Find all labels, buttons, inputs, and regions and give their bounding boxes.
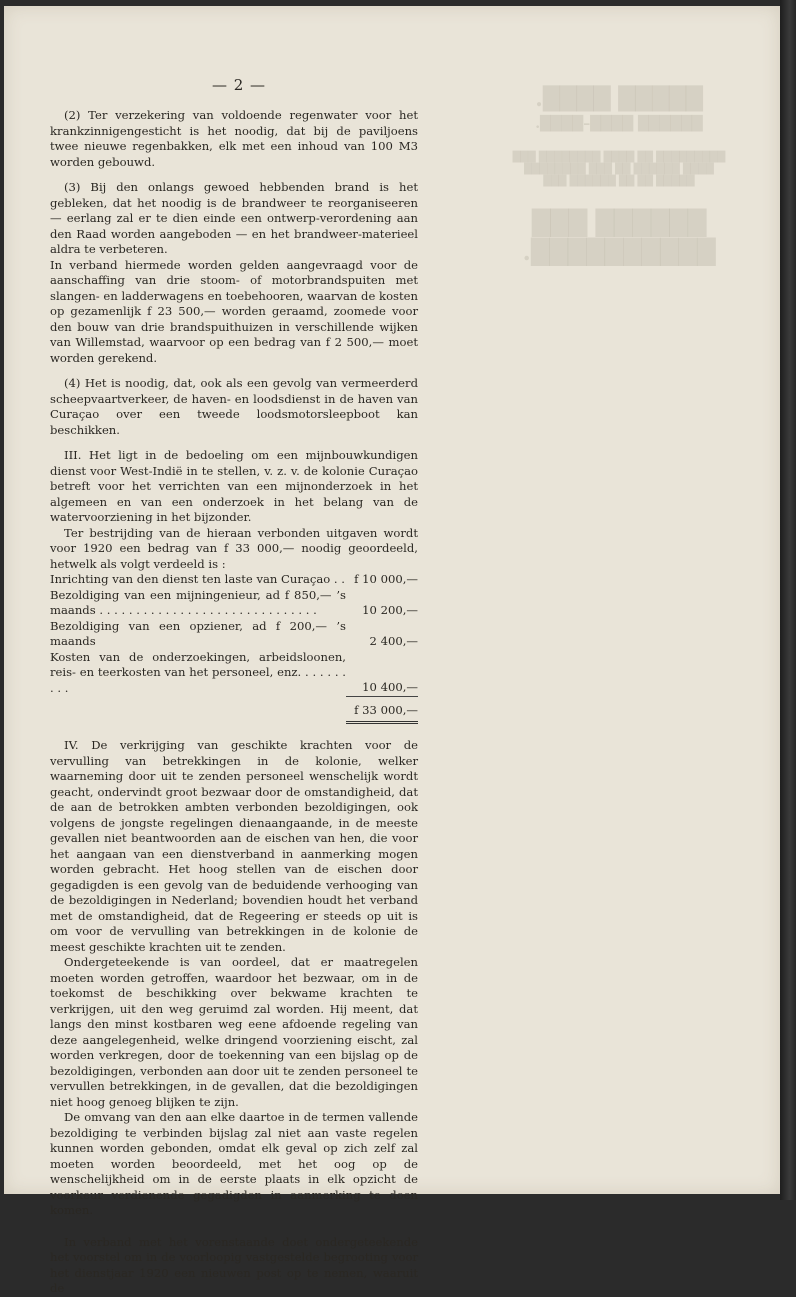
cost-amount: 10 400,— xyxy=(362,680,418,694)
paragraph-IV-third: De omvang van den aan elke daartoe in de termen vallende bezoldiging te verbinden bijslag zal niet aan vaste regelen kunnen worden gebonden, omdat elk geval op zich zelf zal moeten worden beoordeeld, met het oog op de wenschelijkheid om in de eerste plaats in elk opzicht de voorkeur verdienende gegadigden in aanmerking te doen komen. xyxy=(50,1110,418,1217)
cost-amount: 10 200,— xyxy=(362,603,418,617)
page-number: — 2 — xyxy=(211,76,267,94)
cost-label: Bezoldiging van een mijningenieur, ad f 850,— ’s maands . . . . . . . . . . . . . . . . . . . . . . . . . . . . . . xyxy=(50,587,346,617)
bleed-through-decoration: █████ ████. ██████ ████–████. █████████ ██ ████ ████████ ███ ████ ██████ ██ ███ ████████ █████ ██ ██ ██████ ███ ██████ ███ ██████████. xyxy=(512,86,726,266)
cost-amount: 2 400,— xyxy=(369,634,418,648)
paragraph-IV-second: Ondergeteekende is van oordeel, dat er maatregelen moeten worden getroffen, waardoor het bezwaar, om in de toekomst de beschikking over bekwame krachten te verkrijgen, uit den weg geruimd zal worden. Hij meent, dat langs den minst kostbaren weg eene afdoende regeling van deze aangelegenheid, welke dringend voorziening eischt, zal worden verkregen, door de toekenning van een bijslag op de bezoldigingen, verbonden aan door uit te zenden personeel te vervullen betrekkingen, in de gevallen, dat die bezoldigingen niet hoog genoeg blijken te zijn. xyxy=(50,955,418,1109)
book-spine xyxy=(780,0,796,1200)
cost-amount: f 10 000,— xyxy=(354,572,418,586)
main-text-column xyxy=(50,108,418,1297)
cost-label: Bezoldiging van een opziener, ad f 200,— ’s maands xyxy=(50,618,346,648)
paragraph-3: (3) Bij den onlangs gewoed hebbenden brand is het gebleken, dat het noodig is de brandweer te reorganiseeren — eerlang zal er te dien einde een ontwerp-verordening aan den Raad worden aangeboden — en het brandweer-materieel aldra te verbeteren. xyxy=(50,180,418,256)
cost-label: Inrichting van den dienst ten laste van Curaçao . . xyxy=(50,572,345,586)
cost-table xyxy=(50,572,418,724)
table-row xyxy=(50,572,418,588)
total-row xyxy=(50,696,418,724)
table-row xyxy=(50,588,418,619)
paragraph-III: III. Het ligt in de bedoeling om een mijnbouwkundigen dienst voor West-Indië in te stellen, v. z. v. de kolonie Curaçao betreft voor het verrichten van een mijnonderzoek in het algemeen en van een onderzoek in het belang van de watervoorziening in het bijzonder. xyxy=(50,448,418,524)
cost-label: Kosten van de onderzoekingen, arbeidsloonen, reis- en teerkosten van het personeel, enz. . . . . . . . . . xyxy=(50,649,346,695)
paragraph-3-continued: In verband hiermede worden gelden aangevraagd voor de aanschaffing van drie stoom- of motorbrandspuiten met slangen- en ladderwagens en toebehooren, waarvan de kosten op gezamenlijk f 23 500,— worden geraamd, zoomede voor den bouw van drie brandspuithuizen in verschillende wijken van Willemstad, waarvoor op een bedrag van f 2 500,— moet worden gerekend. xyxy=(50,257,418,365)
paragraph-IV: IV. De verkrijging van geschikte krachten voor de vervulling van betrekkingen in de kolonie, welker waarneming door uit te zenden personeel wenschelijk wordt geacht, ondervindt groot bezwaar door de omstandigheid, dat de aan de betrokken ambten verbonden bezoldigingen, ook volgens de jongste regelingen dienaangaande, in de meeste gevallen niet beantwoorden aan de eischen van hen, die voor het aangaan van een dienstverband in aanmerking mogen worden gebracht. Het hoog stellen van de eischen door gegadigden is een gevolg van de beduidende verhooging van de bezoldigingen in Nederland; bovendien houdt het verband met de omstandigheid, dat de Regeering er steeds op uit is om voor de vervulling van betrekkingen in de kolonie de meest geschikte krachten uit te zenden. xyxy=(50,738,418,954)
paragraph-2: (2) Ter verzekering van voldoende regenwater voor het krankzinnigengesticht is het noodig, dat bij de paviljoens twee nieuwe regenbakken, elk met een inhoud van 100 M3 worden gebouwd. xyxy=(50,108,418,169)
cost-total xyxy=(346,696,418,724)
table-row xyxy=(50,619,418,650)
document-page xyxy=(4,6,780,1295)
paragraph-4: (4) Het is noodig, dat, ook als een gevolg van vermeerderd scheepvaartverkeer, de haven- en loodsdienst in de haven van Curaçao over een tweede loodsmotorsleepboot kan beschikken. xyxy=(50,376,418,437)
paragraph-final: In verband met het vorenstaande doet ondergeteekende het voorstel om in de voorloopig vastgestelde begrooting voor het dienstjaar 1920 een nieuwen post op te nemen, waaruit de xyxy=(50,1234,418,1295)
paragraph-III-continued: Ter bestrijding van de hieraan verbonden uitgaven wordt voor 1920 een bedrag van f 33 000,— noodig geoordeeld, hetwelk als volgt verdeeld is : xyxy=(50,525,418,571)
table-row xyxy=(50,650,418,697)
total-value: f 33 000,— xyxy=(346,697,418,725)
